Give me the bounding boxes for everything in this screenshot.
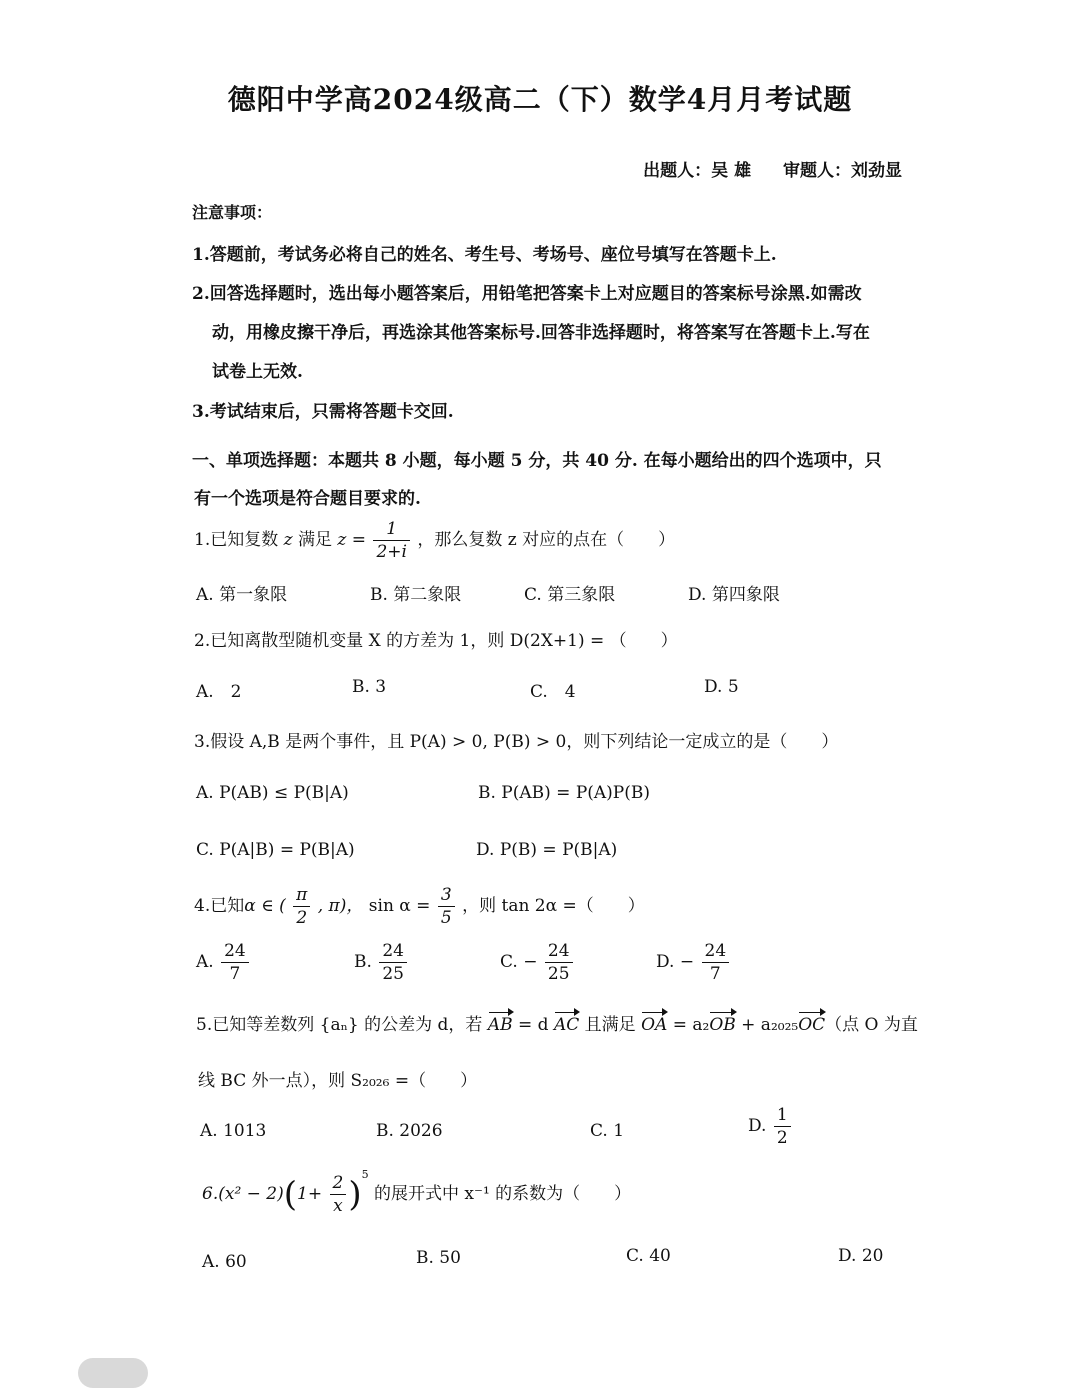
q6-option-a: A. 60: [202, 1252, 247, 1272]
notice-item-3: 3.考试结束后，只需将答题卡交回.: [192, 402, 454, 422]
q5-option-b: B. 2026: [376, 1121, 443, 1141]
q4-pi-fraction: $\frac{\pi}{2}$: [293, 884, 310, 929]
q6-option-b: B. 50: [416, 1248, 461, 1268]
notice-item-2-cont2: 试卷上无效.: [212, 362, 303, 382]
setter: 出题人：吴 雄: [643, 161, 752, 181]
q3-option-c: C. P(A|B) = P(B|A): [196, 840, 355, 860]
q4-option-b: B. $\frac{24}{25}$: [354, 940, 409, 985]
q6-option-c: C. 40: [626, 1246, 671, 1266]
authors: [617, 156, 902, 181]
notice-item-2-cont: 动，用橡皮擦干净后，再选涂其他答案标号.回答非选择题时，将答案写在答题卡上.写在: [212, 323, 870, 343]
q1-option-d: D. 第四象限: [688, 585, 780, 605]
q1-option-c: C. 第三象限: [524, 585, 616, 605]
notice-heading: 注意事项：: [192, 203, 273, 222]
q6-option-d: D. 20: [838, 1246, 884, 1266]
q3-option-a: A. P(AB) ≤ P(B|A): [196, 783, 349, 803]
question-4: 4.已知α ∈ ( $\frac{\pi}{2}$ , π)， sin α = $\frac{3}{5}$ ，则 tan 2α =（ ）: [194, 885, 645, 928]
question-5: 5.已知等差数列 {aₙ} 的公差为 d，若 AB = d AC 且满足 OA = a₂OB + a₂₀₂₅OC（点 O 为直: [196, 1015, 918, 1035]
q4-option-d: D. − $\frac{24}{7}$: [656, 940, 731, 985]
q2-option-d: D. 5: [704, 677, 739, 697]
q1-option-b: B. 第二象限: [370, 585, 462, 605]
q1-fraction: $\frac{1}{2+i}$: [373, 518, 410, 563]
q5-option-d: D. $\frac{1}{2}$: [748, 1104, 793, 1149]
q2-option-c: C. 4: [530, 682, 576, 702]
notice-item-1: 1.答题前，考试务必将自己的姓名、考生号、考场号、座位号填写在答题卡上.: [192, 245, 777, 265]
question-5-cont: 线 BC 外一点），则 S₂₀₂₆ =（ ）: [198, 1071, 478, 1091]
page-title: 德阳中学高2024级高二（下）数学4月月考试题: [227, 83, 853, 116]
reviewer: 审题人：刘劲显: [783, 161, 902, 181]
q1-option-a: A. 第一象限: [196, 585, 288, 605]
q5-option-c: C. 1: [590, 1121, 625, 1141]
q5-option-a: A. 1013: [200, 1121, 267, 1141]
q4-sin-fraction: $\frac{3}{5}$: [438, 884, 455, 929]
q4-option-a: A. $\frac{24}{7}$: [196, 940, 251, 985]
q2-option-b: B. 3: [352, 677, 387, 697]
notice-item-2: 2.回答选择题时，选出每小题答案后，用铅笔把答案卡上对应题目的答案标号涂黑.如需改: [192, 284, 862, 304]
q2-option-a: A. 2: [196, 682, 242, 702]
question-1: 1.已知复数 z 满足 z = $\frac{1}{2+i}$ ，那么复数 z 对应的点在（ ）: [194, 519, 676, 562]
q3-option-b: B. P(AB) = P(A)P(B): [478, 783, 651, 803]
q4-option-c: C. − $\frac{24}{25}$: [500, 940, 575, 985]
page-indicator: [78, 1358, 148, 1388]
question-6: 6.(x² − 2)(1+ $\frac{2}{x}$ )$^5$ 的展开式中 x⁻¹ 的系数为（ ）: [202, 1168, 632, 1216]
q3-option-d: D. P(B) = P(B|A): [476, 840, 618, 860]
question-2: 2.已知离散型随机变量 X 的方差为 1，则 D(2X+1) = （ ）: [194, 631, 678, 651]
question-3: 3.假设 A,B 是两个事件，且 P(A) > 0, P(B) > 0，则下列结论一定成立的是（ ）: [194, 732, 839, 752]
section-heading: 一、单项选择题：本题共 8 小题，每小题 5 分，共 40 分. 在每小题给出的四个选项中，只: [192, 451, 882, 471]
section-heading-cont: 有一个选项是符合题目要求的.: [194, 489, 421, 509]
